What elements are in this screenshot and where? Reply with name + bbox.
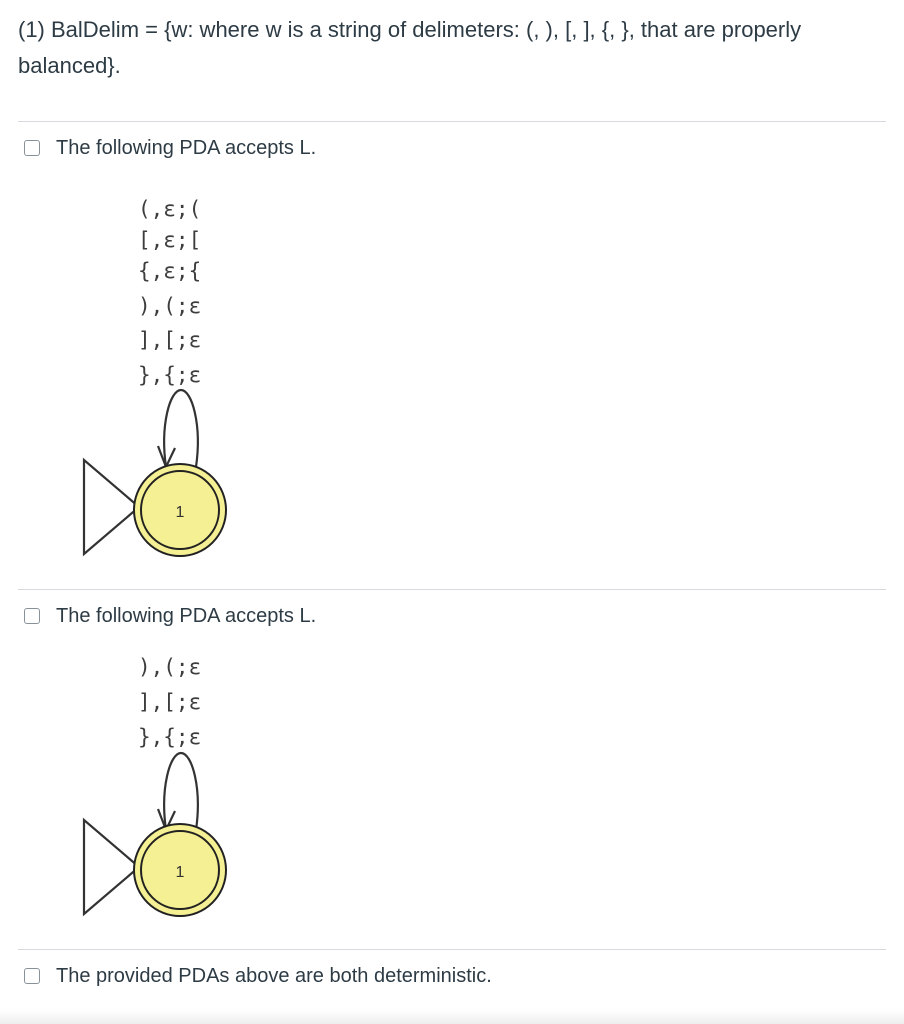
question-text: (1) BalDelim = {w: where w is a string of delimeters: (, ), [, ], {, }, that are properly balanced}.	[18, 17, 802, 78]
answer-checkbox-3[interactable]	[24, 968, 40, 984]
pda-2-transition-3: },{;ε	[138, 725, 202, 749]
pda-diagram-2	[78, 648, 278, 923]
pda-1-transition-3: {,ε;{	[138, 259, 202, 283]
answer-label-3: The provided PDAs above are both deterministic.	[56, 965, 492, 987]
state-label: 1	[175, 864, 185, 881]
pda-1-transition-6: },{;ε	[138, 363, 202, 387]
answer-option-2[interactable]	[24, 603, 316, 629]
answer-checkbox-2[interactable]	[24, 608, 40, 624]
answer-label-2: The following PDA accepts L.	[56, 605, 317, 627]
state-label: 1	[175, 504, 185, 521]
self-loop-arrow	[164, 753, 198, 830]
self-loop-arrow	[164, 390, 198, 467]
pda-1-transition-5: ],[;ε	[138, 328, 202, 352]
divider	[18, 589, 886, 590]
pda-2-transition-1: ),(;ε	[138, 655, 202, 679]
answer-label-1: The following PDA accepts L.	[56, 137, 317, 159]
initial-state-arrow	[84, 460, 139, 554]
pda-1-transition-4: ),(;ε	[138, 294, 202, 318]
pda-diagram-1	[78, 190, 278, 560]
initial-state-arrow	[84, 820, 139, 914]
answer-option-3[interactable]	[24, 963, 492, 989]
divider	[18, 121, 886, 122]
answer-checkbox-1[interactable]	[24, 140, 40, 156]
pda-1-transition-1: (,ε;(	[138, 197, 202, 221]
pda-1-transition-2: [,ε;[	[138, 228, 202, 252]
divider	[18, 949, 886, 950]
answer-option-1[interactable]	[24, 135, 316, 161]
bottom-fade	[0, 1010, 904, 1024]
pda-2-transition-2: ],[;ε	[138, 690, 202, 714]
